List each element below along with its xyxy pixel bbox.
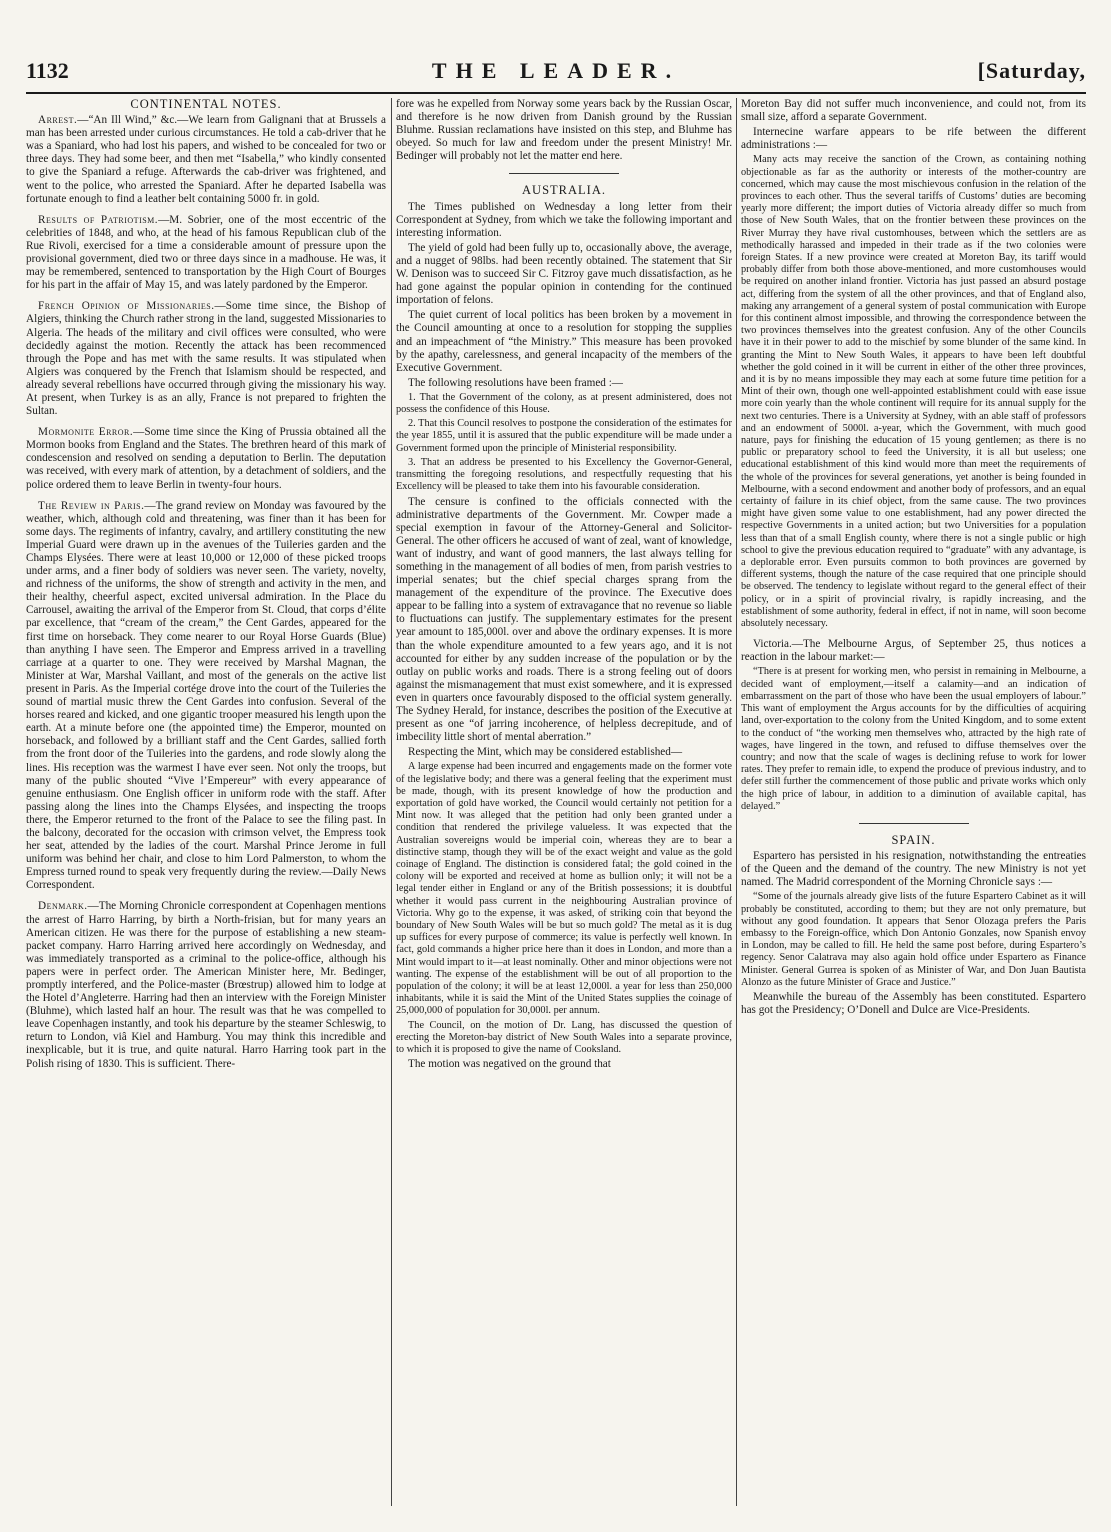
australia-framed: The following resolutions have been framed :— — [408, 376, 623, 389]
article-denmark — [26, 900, 386, 1070]
article-missionaries — [26, 300, 386, 418]
article-patriotism — [26, 214, 386, 293]
column-rule — [391, 98, 392, 1506]
article-body: —M. Sobrier, one of the most eccentric of the celebrities of 1848, and who, at the head of his famous Republican club of the Rue Rivoli, exercised for a time a considerable amount of pressure upon the provisional government, died two or three days since in a madhouse. He was, it may be remembered, sentenced to transportation by the High Court of Bourges for his part in the affair of May 15, and was lately pardoned by the Emperor. — [26, 213, 386, 292]
column-rule — [736, 98, 737, 1506]
australia-censure: The censure is confined to the officials connected with the administrative departments of the Government. Mr. Cowper made a special exemption in favour of the Attorney-General and Solicitor-General. The other officers he accused of want of zeal, want of knowledge, want of industry, and want of good manners, the last always telling for something in the management of all bodies of men, from parish vestries to imperial senates; but the chief special charges sprang from the management of the expenditure of the province. The Executive does appear to be falling into a system of extravagance that no revenue so liable to fluctuations can justify. The supplementary estimates for the present year amount to 185,000l. over and above the ordinary expenses. It is more than the whole expenditure amounted to a few years ago, and it is not accounted for either by any sudden increase of the population or by the outlay on public works and roads. There is a strong feeling out of doors against the mismanagement that must exist somewhere, and it is expressed even in quarters once favourably disposed to the official system generally. The Sydney Herald, for instance, describes the position of the Executive at present as one “of jarring incoherence, of helpless decrepitude, and of imbecility little short of mental aberration.” — [396, 495, 732, 744]
spain-espartero: Espartero has persisted in his resignation, notwithstanding the entreaties of the Queen and the demand of the country. The new Ministry is not yet named. The Madrid correspondent of the Morning Chronicle says :— — [741, 850, 1086, 889]
resolution-2: 2. That this Council resolves to postpone the consideration of the estimates for the year 1855, until it is assured that the public expenditure will be made under a Government formed upon the principle of Ministerial responsibility. — [396, 418, 732, 454]
section-divider — [859, 823, 969, 824]
motion-continuation: Moreton Bay did not suffer much inconvenience, and could not, from its small size, afford a separate Government. — [741, 98, 1086, 124]
article-body: —Some time since, the Bishop of Algiers, thinking the Church rather strong in the land, suggested Missionaries to Algeria. The heads of the military and civil offices were consulted, who were decidedly against the motion. Recently the attack has been recommenced through the Pope and has met with the same results. It was stipulated when Algiers was conquered by the French that Islamism should be respected, and already several rebellions have occurred through giving the missionary his way. At present, when Turkey is as an ally, France is not prepared to frighten the Sultan. — [26, 300, 386, 418]
australia-acts-quote: Many acts may receive the sanction of the Crown, as containing nothing objectionable as far as the authority or interests of the mother-country are concerned, which may cause the most mischievous confusion in the relation of the provinces to each other. Thus the several tariffs of Customs’ duties are becoming yearly more different; the import duties of Victoria already differ so much from those of New South Wales, that on the frontier between these provinces on the River Murray they have rival customhouses, between which the settlers are as methodically harassed and impeded in their trade as if the two colonies were foreign States. If a new province were created at Moreton Bay, its tariff would probably differ from both those above-mentioned, and more customhouses would be required on another inland frontier. Victoria has just passed an absurd postage act, differing from the system of all the other provinces, and that of England also, making any arrangement of a general system of postal communication with Europe for this continent almost impossible, and throwing the correspondence between the two provinces themselves into the greatest confusion. Any of the other Councils have it in their power to add to the mischief by some blunder of the same kind. In granting the Mint to New South Wales, it appears to have been left doubtful whether the gold coined in it will be current in either of the other three provinces, and it is by no means impossible they may each at some future time petition for a Mint of their own, though one well-appointed establishment could with ease issue more coin yearly than the whole continent will require for its annual supply for the next two centuries. There is a University at Sydney, with an able staff of professors and an endowment of 5000l. a-year, which the Government, with much good nature, pays for finishing the education of 15 young gentlemen; as there is no public or preparatory school to feed the University, it is all but useless; one educational establishment of this kind would more than meet the requirements of the whole of the provinces for several generations, yet another is being founded in Melbourne, with a second endowment and another body of professors, and an equal certainty of failure in its chief object, from the same cause. The two provinces might have given some value to one establishment, had any power directed the respective Governments in a united action; but two Universities for a population less than that of a small English county, where there is not a single public or high school to give the previous education required to “graduate” with any advantage, is a deplorable error. Even pursuits common to both provinces are governed by different systems, though the nature of the case required that one principle should be observed. The tendency to legislate without regard to the general effect of their policy, or in a spirit of provincial rivalry, is rapidly increasing, and the establishment of some authority, federal in effect, if not in name, will soon become absolutely necessary. — [741, 154, 1086, 630]
article-lead: French Opinion of Missionaries. — [38, 300, 215, 313]
australia-politics: The quiet current of local politics has been broken by a movement in the Council amounting at once to a resolution for stopping the supplies and an impeachment of “the Ministry.” This measure has been provoked by the apathy, carelessness, and general incapacity of the members of the Executive Government. — [396, 309, 732, 374]
article-lead: The Review in Paris. — [38, 499, 145, 512]
article-mormonite — [26, 426, 386, 491]
masthead — [26, 58, 1086, 92]
denmark-continuation: fore was he expelled from Norway some years back by the Russian Oscar, and therefore is he now driven from Danish ground by the Russian Bluhme. Russian reclamations have insisted on this step, and Bluhme has obeyed. So much for law and freedom under the present Ministry! Mr. Bedinger will probably not let the matter end here. — [396, 98, 732, 163]
article-lead: Results of Patriotism. — [38, 213, 159, 226]
resolution-3: 3. That an address be presented to his Excellency the Governor-General, transmitting the foregoing resolutions, and respectfully requesting that his Excellency will be pleased to take them into his favourable consideration. — [396, 456, 732, 493]
article-lead: Denmark. — [38, 900, 88, 913]
australia-motion: The motion was negatived on the ground that — [408, 1058, 611, 1071]
spain-meanwhile: Meanwhile the bureau of the Assembly has been constituted. Espartero has got the Presidency; O’Donell and Dulce are Vice-Presidents. — [741, 990, 1086, 1017]
australia-council-quote: The Council, on the motion of Dr. Lang, has discussed the question of erecting the Moreton-bay district of New South Wales into a separate province, to which it is proposed to give the name of Cooksland. — [396, 1019, 732, 1056]
column-middle — [396, 98, 732, 1506]
article-body: —The Morning Chronicle correspondent at Copenhagen mentions the arrest of Harro Harring, by birth a North-frisian, but for many years an American citizen. He was there for the purpose of establishing a new steam-packet company. Harro Harring arrived here accordingly on Wednesday, and was immediately transported as a criminal to the police-office, although his papers were in perfect order. The American Minister here, Mr. Bedinger, promptly interfered, and the Police-master (Brœstrup) allowed him to lodge at the Hotel d’Angleterre. Harring had then an interview with the Foreign Minister (Bluhme), which lasted half an hour. The result was that he was compelled to leave Copenhagen instantly, and took his departure by the steamer Schleswig, to return to London, viâ Kiel and Hamburg. You may think this incredible and inexplicable, but it is true, and quite natural. Harro Harring took part in the Polish rising of 1830. This is sufficient. There- — [26, 900, 386, 1070]
australia-mint-quote: A large expense had been incurred and engagements made on the former vote of the legislative body; and there was a general feeling that the experiment must be made, though, with its present knowledge of how the production and exportation of gold have worked, the Council would certainly not petition for a Mint now. It was alleged that the petition had only been granted under a condition that rendered the privilege valueless. It was expected that the Australian sovereigns would be imperial coin, whereas they are to bear a distinctive stamp, though they will be of the exact weight and value as the gold coinage of England. The distinction is considered fatal; the gold coined in the colony will be exported and received at home as bullion only; it will not be a legal tender either in England or any of the British possessions; it is doubtful whether it would pass current in the neighbouring Australian province of Victoria. Why go to the expense, it was asked, of striking coin that beyond the boundary of New South Wales will be but so much gold? The metal as it is dug up suffices for every purpose of commerce; its value is perfectly well known. In fact, gold commands a higher price here than it does in London, and more than a Mint would impart to it—at least nominally. Other and minor objections were not wanting. The expense of the establishment will be out of all proportion to the population of the colony; it will be at least 12,000l. a year for less than 250,000 inhabitants, while it is said the Mint of the United States supplies the coinage of 25,000,000 of population for 30,000l. per annum. — [396, 761, 732, 1017]
column-left — [26, 98, 386, 1506]
section-divider — [509, 173, 619, 174]
column-right — [741, 98, 1086, 1506]
newspaper-title: THE LEADER. — [431, 58, 681, 83]
article-arrest — [26, 114, 386, 206]
australia-gold: The yield of gold had been fully up to, occasionally above, the average, and a nugget of 98lbs. had been recently obtained. The statement that Sir W. Denison was to succeed Sir C. Fitzroy gave much dissatisfaction, as he had gone against the popular opinion in contending for the continued importation of felons. — [396, 241, 732, 307]
article-body: —Some time since the King of Prussia obtained all the Mormon books from England and the States. The brethren heard of this mark of condescension and resolved on sending a deputation to Berlin. The deputation was received, with every mark of attention, by a detachment of soldiers, and the police ordered them to leave Berlin in twenty-four hours. — [26, 426, 386, 491]
page-number: 1132 — [26, 58, 69, 83]
header-rule — [26, 92, 1086, 94]
resolution-1: 1. That the Government of the colony, as at present administered, does not possess the confidence of this House. — [396, 391, 732, 416]
article-lead: Mormonite Error. — [38, 426, 134, 439]
section-heading-australia: AUSTRALIA. — [522, 183, 606, 198]
article-body: —The grand review on Monday was favoured by the weather, which, although cold and threatening, was finer than it has been for some days. The regiments of infantry, cavalry, and artillery constituting the new Imperial Guard were drawn up in the avenues of the Tuileries garden and the Champs Elysées. There were at least 10,000 or 12,000 of these picked troops under arms, and a finer body of soldiers was never seen. The variety, novelty, and richness of the uniforms, the show of strength and activity in the men, and their healthy, cheerful aspect, excited universal admiration. In the Place du Carrousel, awaiting the arrival of the Emperor from St. Cloud, that corps d’élite par excellence, that “cream of the cream,” the Cent Gardes, appeared for the first time on horseback. They come nearer to our Royal Horse Guards (Blue) than anything I have seen. The Emperor and Empress arrived in a travelling carriage at a quarter to one. They were received by Marshal Magnan, the Minister at War, Marshal Vaillant, and most of the generals on the active list present in Paris. As the Imperial cortége drove into the court of the Tuileries the sound of martial music threw the Cent Gardes into confusion. Several of the horses reared and kicked, and one gigantic trooper measured his length upon the earth. At a minute before one (the appointed time) the Emperor, mounted on horseback, and followed by a brilliant staff and the Cent Gardes, sallied forth from the front door of the Tuileries into the gardens, and rode slowly along the lines. His reception was the warmest I have ever seen. Not only the troops, but many of the public shouted “Vive l’Empereur” with every appearance of genuine enthusiasm. One English officer in uniform rode with the staff. After passing along the lines into the Champs Elysées, and inspecting the troops there, the Emperor returned to the front of the Palace to see the filing past. In the balcony, decorated for the occasion with crimson velvet, the Empress took her seat, attended by the ladies of the court. Marshal Prince Jerome in full uniform was behind her chair, and close to him Lord Palmerston, to whom the Empress turned round to speak very frequently during the review.—Daily News Correspondent. — [26, 499, 386, 892]
section-heading-spain: SPAIN. — [891, 832, 936, 847]
australia-intro: The Times published on Wednesday a long letter from their Correspondent at Sydney, from which we take the following important and interesting information. — [396, 200, 732, 239]
article-lead: Arrest. — [38, 114, 78, 127]
article-victoria: Victoria.—The Melbourne Argus, of September 25, thus notices a reaction in the labour market:— — [741, 638, 1086, 664]
australia-warfare: Internecine warfare appears to be rife between the different administrations :— — [741, 126, 1086, 152]
victoria-quote: “There is at present for working men, who persist in remaining in Melbourne, a decided want of employment,—itself a calamity—and an indication of embarrassment on the part of those who have been the usual employers of labour.” This want of employment the Argus accounts for by the difficulties of acquiring land, over-exportation to the colony from the United Kingdom, and to some extent to the conduct of “the working men themselves who, attracted by the high rate of wages, have lingered in the town, and refused to diffuse themselves over the country; and now that the scale of wages is declining refuse to work for lower rates. They prefer to remain idle, to expend the produce of previous industry, and to defer still further the commencement of those public and private works which only the high price of labour, in addition to a diminution of available capital, has delayed.” — [741, 666, 1086, 812]
australia-mint: Respecting the Mint, which may be considered established— — [408, 746, 683, 759]
article-review — [26, 500, 386, 893]
section-heading-continental: CONTINENTAL NOTES. — [130, 98, 282, 111]
article-body: —“An Ill Wind,” &c.—We learn from Galignani that at Brussels a man has been arrested under curious circumstances. He told a cab-driver that he was a Spaniard, who had lost his papers, and wished to be concealed for two or three days. They had some beer, and then met “Isabella,” who kindly consented to give the Spaniard a refuge. Afterwards the cab-driver was frightened, and went to the police, who arrested the Spaniard. After he departed Isabella was fortunate enough to find a leather belt containing 5000 fr. in gold. — [26, 114, 386, 205]
issue-day: [Saturday, — [977, 58, 1086, 83]
spain-quote: “Some of the journals already give lists of the future Espartero Cabinet as it will probably be constituted, according to them; but they are not only premature, but without any good foundation. It appears that Senor Olozaga prefers the Paris embassy to the Foreign-office, which Don Antonio Gonzales, now Spanish envoy in London, may be called to fill. He held the same post before, during Espartero’s regency. Senor Calatrava may also again hold office under Espartero as Finance Minister. General Gurrea is spoken of as Minister of War, and Don Juan Bautista Alonzo as the future Minister of Grace and Justice.” — [741, 891, 1086, 988]
